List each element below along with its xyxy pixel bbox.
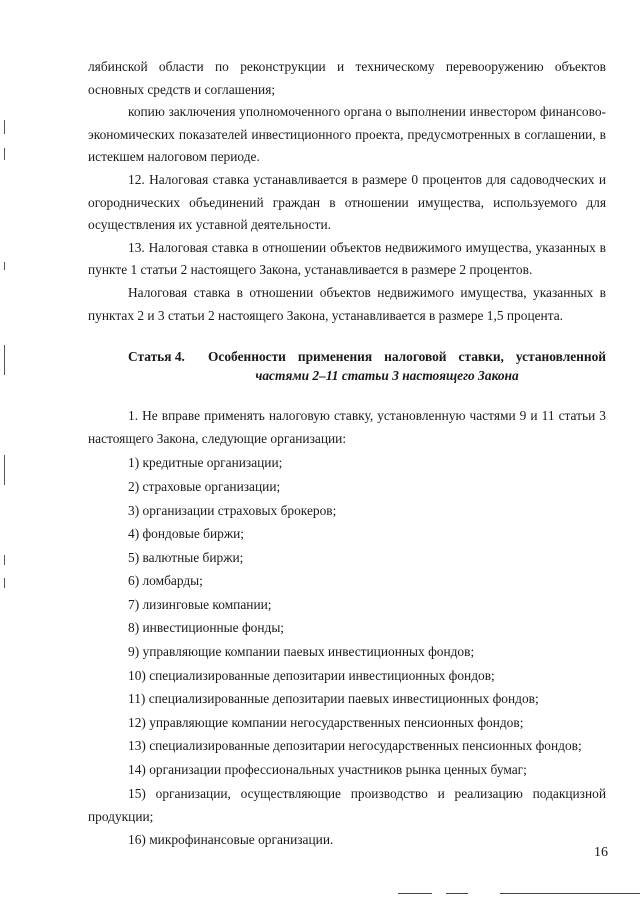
list-item: 14) организации профессиональных участников рынка ценных бумаг; <box>128 762 527 778</box>
scan-bottom-rule <box>446 893 468 894</box>
list-item: 12) управляющие компании негосударственных пенсионных фондов; <box>128 714 524 730</box>
list-item: 7) лизинговые компании; <box>128 596 272 612</box>
scan-margin-mark <box>4 345 5 375</box>
scan-bottom-rule <box>398 893 432 894</box>
list-item: 5) валютные биржи; <box>128 549 244 565</box>
paragraph: копию заключения уполномоченного органа о выполнении инвестором финансово-экономических показателей инвестиционного проекта, предусмотренных в соглашении, в истекшем налоговом периоде. <box>88 104 606 165</box>
organization-list <box>88 451 606 851</box>
list-item: 8) инвестиционные фонды; <box>128 620 285 636</box>
page-number: 16 <box>594 845 608 860</box>
scan-margin-mark <box>4 578 5 588</box>
list-item: 4) фондовые биржи; <box>128 526 244 542</box>
list-item: 11) специализированные депозитарии паевых инвестиционных фондов; <box>128 691 539 707</box>
scan-margin-mark <box>4 120 5 134</box>
list-item: 13) специализированные депозитарии негосударственных пенсионных фондов; <box>128 738 582 754</box>
paragraph: 13. Налоговая ставка в отношении объектов недвижимого имущества, указанных в пункте 1 статьи 2 настоящего Закона, устанавливается в размере 2 процентов. <box>88 239 606 278</box>
paragraph: 12. Налоговая ставка устанавливается в размере 0 процентов для садоводческих и огороднических объединений граждан в отношении имущества, используемого для осуществления их уставной деятельности. <box>88 171 606 233</box>
article-title <box>208 347 606 385</box>
article-title-line2: частями 2–11 статьи 3 настоящего Закона <box>255 368 519 384</box>
article-intro: 1. Не вправе применять налоговую ставку, установленную частями 9 и 11 статьи 3 настоящего Закона, следующие организации: <box>88 408 606 446</box>
list-item: 9) управляющие компании паевых инвестиционных фондов; <box>128 644 475 660</box>
list-item: 16) микрофинансовые организации. <box>128 831 334 847</box>
list-item: 1) кредитные организации; <box>128 455 283 471</box>
article-label: Статья 4. <box>128 349 185 365</box>
list-item: 3) организации страховых брокеров; <box>128 502 337 518</box>
paragraph: Налоговая ставка в отношении объектов недвижимого имущества, указанных в пунктах 2 и 3 статьи 2 настоящего Закона, устанавливается в размере 1,5 процента. <box>88 284 606 323</box>
document-body <box>88 56 606 851</box>
scan-margin-mark <box>4 262 5 270</box>
article-title-line1: Особенности применения налоговой ставки, установленной <box>208 349 606 365</box>
scan-margin-mark <box>4 148 5 160</box>
scan-margin-mark <box>4 555 5 565</box>
paragraph: лябинской области по реконструкции и техническому перевооружению объектов основных средств и соглашения; <box>88 59 606 97</box>
list-item: 15) организации, осуществляющие производство и реализацию подакцизной продукции; <box>88 785 606 824</box>
list-item: 2) страховые организации; <box>128 478 281 494</box>
list-item: 6) ломбарды; <box>128 573 203 589</box>
article-heading <box>88 347 606 385</box>
scan-bottom-rule <box>500 893 640 894</box>
scan-margin-mark <box>4 455 5 485</box>
list-item: 10) специализированные депозитарии инвестиционных фондов; <box>128 667 495 683</box>
